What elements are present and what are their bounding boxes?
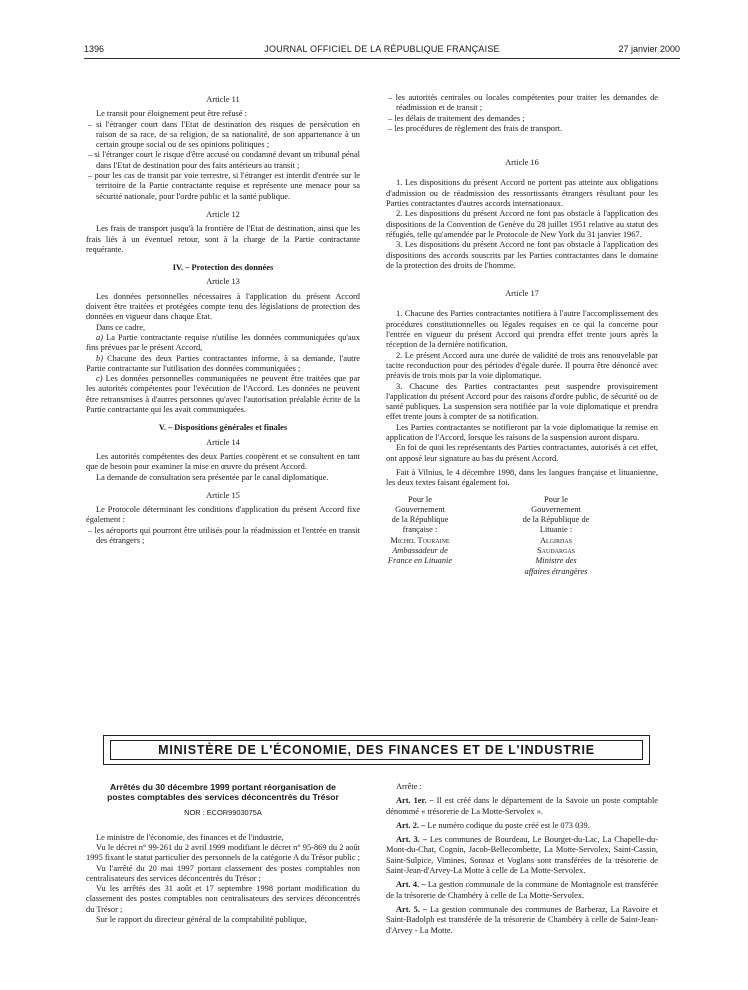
- paragraph: Le ministre de l'économie, des finances et de l'industrie,: [96, 832, 284, 842]
- paragraph: Le Protocole déterminant les conditions d'application du présent Accord fixe également :: [86, 505, 360, 525]
- signature-france: Pour le Gouvernement de la République française : Michel Touraine Ambassadeur de France en Lituanie: [387, 494, 453, 566]
- page-header: [84, 44, 680, 58]
- ministry-banner: [103, 735, 650, 765]
- paragraph: Fait à Vilnius, le 4 décembre 1998, dans les langues française et lituanienne, les deux textes faisant également foi.: [386, 467, 658, 488]
- journal-title: JOURNAL OFFICIEL DE LA RÉPUBLIQUE FRANÇAISE: [264, 44, 500, 54]
- decree-left-column: [86, 782, 360, 925]
- article-title: Article 16: [505, 158, 539, 168]
- section-title: IV. – Protection des données: [172, 263, 274, 273]
- paragraph: a) La Partie contractante requise n'utilise les données communiquées qu'aux fins prévues par le présent Accord,: [86, 332, 360, 353]
- signatory-role: Ministre des affaires étrangères: [524, 556, 588, 576]
- paragraph: La demande de consultation sera présentée par le canal diplomatique.: [96, 472, 329, 482]
- ministry-title: MINISTÈRE DE L'ÉCONOMIE, DES FINANCES ET DE L'INDUSTRIE: [110, 740, 643, 760]
- paragraph: b) Chacune des deux Parties contractantes informe, à sa demande, l'autre Partie contractante sur l'utilisation des données communiquées ;: [86, 353, 360, 373]
- signatory-role: Ambassadeur de France en Lituanie: [387, 545, 453, 566]
- section-title: V. – Dispositions générales et finales: [158, 423, 288, 433]
- list-item: – les délais de traitement des demandes ;: [388, 113, 525, 123]
- paragraph: Dans ce cadre,: [96, 322, 146, 332]
- list-item: – les autorités centrales ou locales compétentes pour traiter les demandes de réadmission et de transit ;: [388, 93, 658, 113]
- paragraph: 1. Les dispositions du présent Accord ne portent pas atteinte aux obligations d'admission ou de réadmission des ressortissants étrangers résultant pour les Parties contractantes d'autres accords internationaux.: [386, 178, 658, 209]
- list-item: – pour les cas de transit par voie terrestre, si l'étranger est interdit d'entrée sur le territoire de la Partie contractante requise et représente une menace pour sa sécurité nationale, pour l'ordre public et la santé publique.: [88, 171, 360, 201]
- paragraph: 2. Les dispositions du présent Accord ne font pas obstacle à l'application des dispositions de la Convention de Genève du 28 juillet 1951 relative au statut des réfugiés, telle qu'amendée par le Protocole de New York du 31 janvier 1967.: [386, 209, 658, 239]
- paragraph: c) Les données personnelles communiquées ne peuvent être traitées que par les autorités compétentes pour l'exécution de l'Accord. Les données ne peuvent être retransmises à d'autres personnes qu'avec l'autorisation préalable écrite de la Partie contractante qui les avait communiquées.: [86, 374, 360, 415]
- nor-reference: NOR : ECOR9903075A: [184, 808, 262, 818]
- right-column: [386, 93, 658, 577]
- article: Art. 5. – La gestion communale des communes de Barberaz, La Ravoire et Saint-Badolph est transférée de la trésorerie de Chambéry à celle de Saint-Jean-d'Arvey - La Motte.: [386, 904, 658, 935]
- article-title: Article 14: [206, 437, 240, 447]
- article: Art. 4. – La gestion communale de la commune de Montagnole est transférée de la trésorerie de Chambéry à celle de La Motte-Servolex.: [386, 880, 658, 900]
- article: Art. 1er. – Il est créé dans le département de la Savoie un poste comptable dénommé « trésorerie de La Motte-Servolex ».: [386, 796, 659, 816]
- issue-date: 27 janvier 2000: [618, 44, 680, 54]
- article: Art. 2. – Le numéro codique du poste créé est le 073 039.: [396, 820, 590, 830]
- list-item: – les aéroports qui pourront être utilisés pour la réadmission et l'entrée en transit des étrangers ;: [88, 525, 360, 545]
- list-item: – les procédures de règlement des frais de transport.: [388, 123, 563, 133]
- paragraph: Sur le rapport du directeur général de la comptabilité publique,: [96, 915, 307, 925]
- paragraph: Les Parties contractantes se notifieront par la voie diplomatique la remise en application de l'Accord, lorsque les raisons de la suspension auront disparu.: [386, 422, 658, 443]
- paragraph: Le transit pour éloignement peut être refusé :: [96, 109, 247, 119]
- left-column: [86, 95, 360, 546]
- paragraph: 1. Chacune des Parties contractantes notifiera à l'autre l'accomplissement des procédures constitutionnelles ou légales requises en ce qui la concerne pour l'entrée en vigueur du présent Accord qui prendra effet trente jours après la réception de la dernière notification.: [386, 309, 658, 350]
- paragraph: Les données personnelles nécessaires à l'application du présent Accord doivent être traitées et protégées compte tenu des législations de protection des données en vigueur dans chaque Etat.: [86, 291, 360, 322]
- article-title: Article 12: [206, 209, 240, 219]
- paragraph: Vu le décret n° 99-261 du 2 avril 1999 modifiant le décret n° 95-869 du 2 août 1995 fixant le statut particulier des personnels de la catégorie A du Trésor public ;: [86, 843, 360, 863]
- paragraph: Arrête :: [396, 782, 422, 791]
- signature-lithuania: Pour le Gouvernement de la République de Lituanie : Algirdas Saudargas Ministre des affaires étrangères: [522, 494, 590, 576]
- signature-block: [386, 495, 658, 577]
- paragraph: Vu les arrêtés des 31 août et 17 septembre 1998 portant modification du classement des postes comptables non centralisateurs des services déconcentrés du Trésor ;: [86, 884, 360, 914]
- decree-right-column: [386, 782, 658, 936]
- list-item: – si l'étranger court dans l'Etat de destination des risques de persécution en raison de sa race, de sa religion, de sa nationalité, de son appartenance à un certain groupe social ou de ses opinions politiques ;: [88, 119, 360, 150]
- article-title: Article 11: [206, 95, 240, 104]
- paragraph: 2. Le présent Accord aura une durée de validité de trois ans renouvelable par tacite reconduction pour des périodes d'égale durée. Il pourra être dénoncé avec préavis de trois mois par la voie diplomatique.: [386, 350, 658, 381]
- paragraph: Vu l'arrêté du 20 mai 1997 portant classement des postes comptables non centralisateurs des services déconcentrés du Trésor ;: [86, 863, 360, 883]
- article-title: Article 15: [206, 490, 240, 500]
- decree-title: Arrêtés du 30 décembre 1999 portant réorganisation de postes comptables des services déconcentrés du Trésor: [107, 782, 339, 803]
- signatory-name: Algirdas Saudargas: [537, 535, 575, 555]
- article-title: Article 13: [206, 277, 240, 287]
- paragraph: En foi de quoi les représentants des Parties contractantes, autorisés à cet effet, ont apposé leur signature au bas du présent Accord.: [386, 443, 658, 463]
- article-title: Article 17: [505, 289, 539, 299]
- page-number: 1396: [84, 44, 105, 54]
- paragraph: Les frais de transport jusqu'à la frontière de l'Etat de destination, ainsi que les frais liés à un éventuel retour, sont à la charge de la Partie contractante requérante.: [86, 224, 360, 254]
- signatory-name: Michel Touraine: [390, 535, 450, 545]
- paragraph: 3. Chacune des Parties contractantes peut suspendre provisoirement l'application du présent Accord pour des raisons d'ordre public, de sécurité ou de santé publiques. La suspension sera notifiée par la voie diplomatique et prendra effet trente jours à compter de sa notification.: [386, 381, 658, 422]
- header-rule: [84, 58, 680, 59]
- list-item: – si l'étranger court le risque d'être accusé ou condamné devant un tribunal pénal dans l'Etat de destination pour des faits antérieurs au transit ;: [88, 150, 360, 170]
- paragraph: Les autorités compétentes des deux Parties coopèrent et se consultent en tant que de besoin pour examiner la mise en œuvre du présent Accord.: [86, 451, 360, 472]
- article: Art. 3. – Les communes de Bourdeau, Le Bourget-du-Lac, La Chapelle-du-Mont-du-Chat, Cognin, Jacob-Bellecombette, La Motte-Servolex, Saint-Cassin, Saint-Sulpice, Vimines, Sonnaz et Voglans sont transférées de la trésorerie de Saint-Jean-d'Arvey-La Motte à celle de La Motte-Servolex.: [386, 835, 659, 876]
- paragraph: 3. Les dispositions du présent Accord ne font pas obstacle à l'application des dispositions des accords souscrits par les Parties contractantes dans le domaine de la protection des droits de l'homme.: [386, 240, 658, 270]
